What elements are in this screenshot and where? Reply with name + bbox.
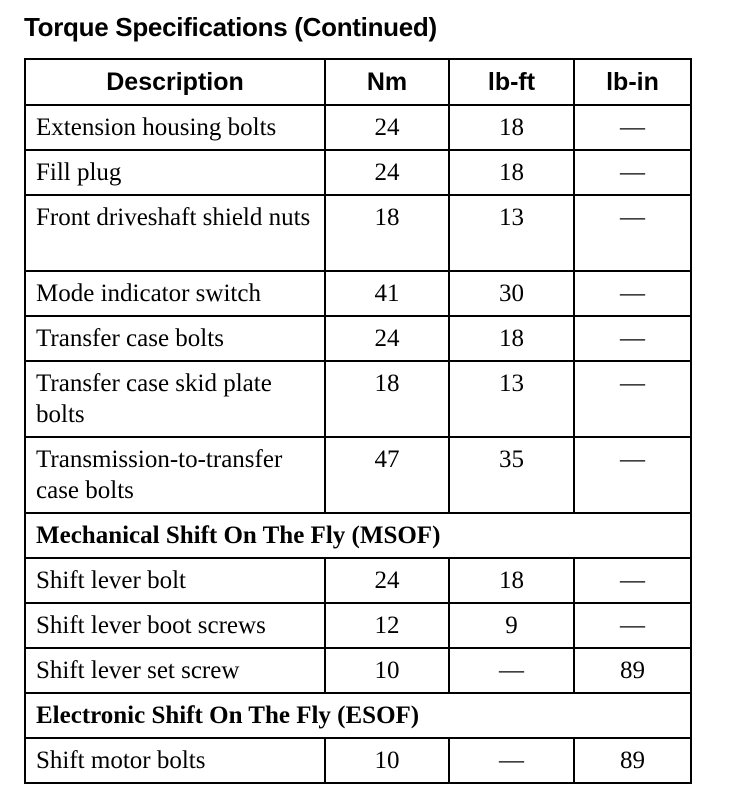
header-description: Description	[25, 59, 325, 105]
row-lb-ft: —	[449, 648, 574, 693]
table-row	[25, 648, 691, 693]
row-description: Shift lever bolt	[25, 558, 325, 603]
row-lb-ft: —	[449, 738, 574, 783]
table-row	[25, 558, 691, 603]
section-row-esof	[25, 693, 691, 738]
row-lb-in: —	[574, 316, 691, 361]
row-nm: 12	[325, 603, 449, 648]
row-description: Mode indicator switch	[25, 271, 325, 316]
row-lb-in: 89	[574, 648, 691, 693]
row-lb-ft: 18	[449, 558, 574, 603]
row-description: Shift motor bolts	[25, 738, 325, 783]
section-row-msof	[25, 513, 691, 558]
row-nm: 41	[325, 271, 449, 316]
row-description: Shift lever boot screws	[25, 603, 325, 648]
table-row	[25, 150, 691, 195]
row-nm: 10	[325, 648, 449, 693]
row-lb-ft: 35	[449, 437, 574, 513]
row-lb-in: —	[574, 558, 691, 603]
header-lb-ft: lb-ft	[449, 59, 574, 105]
row-description: Shift lever set screw	[25, 648, 325, 693]
row-description: Extension housing bolts	[25, 105, 325, 150]
row-nm: 24	[325, 105, 449, 150]
row-description: Transfer case bolts	[25, 316, 325, 361]
page-title: Torque Specifications (Continued)	[24, 12, 437, 42]
table-row	[25, 738, 691, 783]
section-title-esof: Electronic Shift On The Fly (ESOF)	[25, 693, 691, 738]
table-row	[25, 195, 691, 271]
row-lb-ft: 13	[449, 361, 574, 437]
table-row	[25, 361, 691, 437]
row-lb-ft: 18	[449, 150, 574, 195]
row-nm: 24	[325, 558, 449, 603]
row-description: Fill plug	[25, 150, 325, 195]
row-nm: 18	[325, 361, 449, 437]
row-lb-in: 89	[574, 738, 691, 783]
row-lb-in: —	[574, 271, 691, 316]
row-description: Transfer case skid plate bolts	[25, 361, 325, 437]
section-title-msof: Mechanical Shift On The Fly (MSOF)	[25, 513, 691, 558]
row-lb-ft: 30	[449, 271, 574, 316]
row-lb-in: —	[574, 195, 691, 271]
row-description: Front driveshaft shield nuts	[25, 195, 325, 271]
table-row	[25, 271, 691, 316]
table-row	[25, 603, 691, 648]
row-lb-in: —	[574, 105, 691, 150]
torque-spec-table	[24, 58, 692, 784]
header-nm: Nm	[325, 59, 449, 105]
row-nm: 47	[325, 437, 449, 513]
row-lb-ft: 18	[449, 316, 574, 361]
row-lb-ft: 9	[449, 603, 574, 648]
header-lb-in: lb-in	[574, 59, 691, 105]
table-row	[25, 316, 691, 361]
row-lb-in: —	[574, 437, 691, 513]
header-row	[25, 59, 691, 105]
row-nm: 24	[325, 316, 449, 361]
row-lb-ft: 18	[449, 105, 574, 150]
row-nm: 24	[325, 150, 449, 195]
row-lb-in: —	[574, 150, 691, 195]
row-nm: 18	[325, 195, 449, 271]
row-lb-ft: 13	[449, 195, 574, 271]
table-row	[25, 437, 691, 513]
row-lb-in: —	[574, 603, 691, 648]
table-row	[25, 105, 691, 150]
row-nm: 10	[325, 738, 449, 783]
row-lb-in: —	[574, 361, 691, 437]
row-description: Transmission-to-transfer case bolts	[25, 437, 325, 513]
